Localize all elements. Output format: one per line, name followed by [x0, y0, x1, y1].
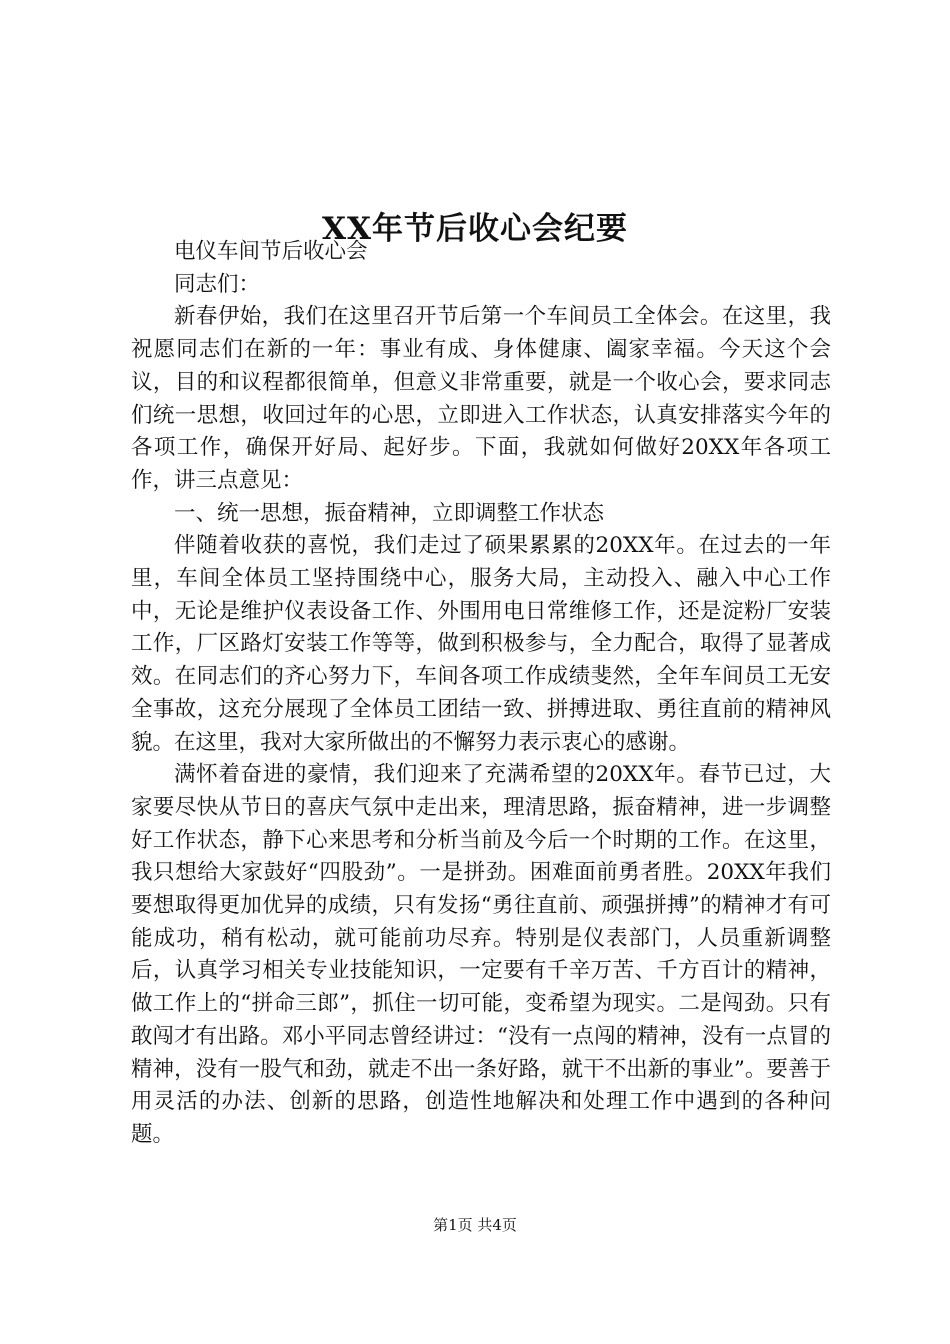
paragraph-outlook: 满怀着奋进的豪情，我们迎来了充满希望的20XX年。春节已过，大家要尽快从节日的喜庆气氛中走出来，理清思路，振奋精神，进一步调整好工作状态，静下心来思考和分析当前及今后一个时期的工作。在这里，我只想给大家鼓好“四股劲”。一是拼劲。困难面前勇者胜。20XX年我们要想取得更加优异的成绩，只有发扬“勇往直前、顽强拼搏”的精神才有可能成功，稍有松动，就可能前功尽弃。特别是仪表部门，人员重新调整后，认真学习相关专业技能知识，一定要有千辛万苦、千方百计的精神，做工作上的“拼命三郎”，抓住一切可能，变希望为现实。二是闯劲。只有敢闯才有出路。邓小平同志曾经讲过：“没有一点闯的精神，没有一点冒的精神，没有一股气和劲，就走不出一条好路，就干不出新的事业”。要善于用灵活的办法、创新的思路，创造性地解决和处理工作中遇到的各种问题。 — [131, 762, 831, 1147]
paragraph-opening: 新春伊始，我们在这里召开节后第一个车间员工全体会。在这里，我祝愿同志们在新的一年：事业有成、身体健康、阖家幸福。今天这个会议，目的和议程都很简单，但意义非常重要，就是一个收心会，要求同志们统一思想，收回过年的心思，立即进入工作状态，认真安排落实今年的各项工作，确保开好局、起好步。下面，我就如何做好20XX年各项工作，讲三点意见： — [131, 304, 831, 493]
paragraph-review: 伴随着收获的喜悦，我们走过了硕果累累的20XX年。在过去的一年里，车间全体员工坚持围绕中心，服务大局，主动投入、融入中心工作中，无论是维护仪表设备工作、外围用电日常维修工作，还是淀粉厂安装工作，厂区路灯安装工作等等，做到积极参与，全力配合，取得了显著成效。在同志们的齐心努力下，车间各项工作成绩斐然，全年车间员工无安全事故，这充分展现了全体员工团结一致、拼搏进取、勇往直前的精神风貌。在这里，我对大家所做出的不懈努力表示衷心的感谢。 — [131, 533, 831, 755]
document-title: XX年节后收心会纪要 — [321, 210, 629, 247]
page-footer: 第1页 共4页 — [433, 1216, 517, 1234]
document-body — [131, 236, 831, 1152]
paragraph-workshop-name: 电仪车间节后收心会 — [174, 239, 368, 264]
paragraph-salutation: 同志们： — [174, 271, 261, 297]
section-heading-1: 一、统一思想，振奋精神，立即调整工作状态 — [174, 500, 605, 526]
